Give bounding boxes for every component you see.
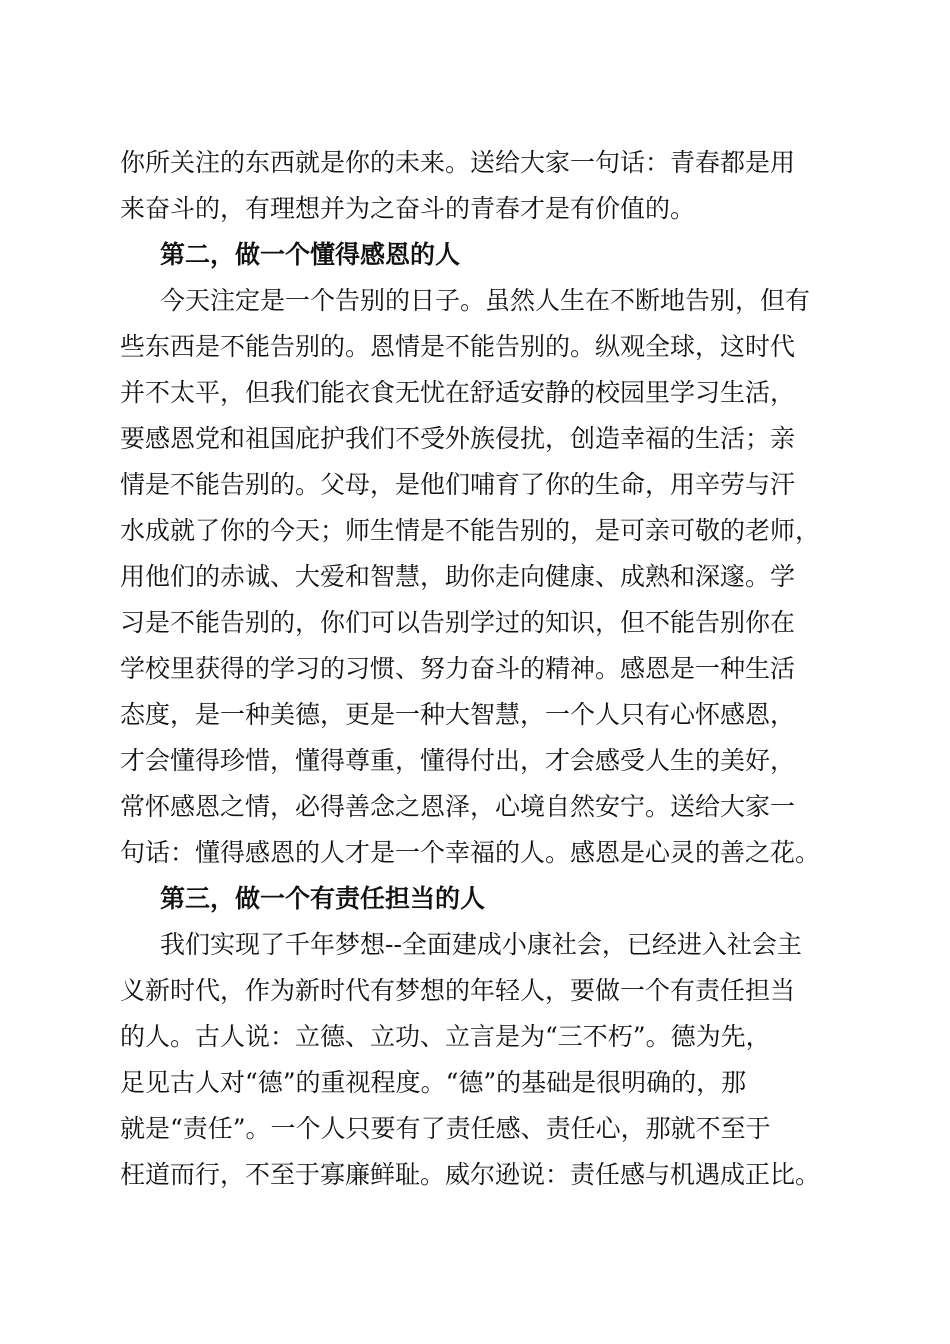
body-text-line: 今天注定是一个告别的日子。虽然人生在不断地告别，但有: [160, 286, 811, 315]
body-text-line: 义新时代，作为新时代有梦想的年轻人，要做一个有责任担当: [120, 976, 796, 1005]
section-heading-3: 第三，做一个有责任担当的人: [160, 884, 486, 913]
body-text-line: 并不太平，但我们能衣食无忧在舒适安静的校园里学习生活，: [120, 378, 796, 407]
body-text-line: 用他们的赤诚、大爱和智慧，助你走向健康、成熟和深邃。学: [120, 562, 796, 591]
body-text-line: 习是不能告别的，你们可以告别学过的知识，但不能告别你在: [120, 608, 796, 637]
body-text-line: 你所关注的东西就是你的未来。送给大家一句话：青春都是用: [120, 148, 796, 177]
body-text-line: 我们实现了千年梦想--全面建成小康社会，已经进入社会主: [160, 930, 802, 959]
body-text-line: 才会懂得珍惜，懂得尊重，懂得付出，才会感受人生的美好，: [120, 746, 796, 775]
body-text-line: 就是“责任”。一个人只要有了责任感、责任心，那就不至于: [120, 1114, 771, 1143]
body-text-line: 常怀感恩之情，必得善念之恩泽，心境自然安宁。送给大家一: [120, 792, 796, 821]
body-text-line: 的人。古人说：立德、立功、立言是为“三不朽”。德为先，: [120, 1022, 771, 1051]
body-text-line: 情是不能告别的。父母，是他们哺育了你的生命，用辛劳与汗: [120, 470, 796, 499]
body-text-line: 态度，是一种美德，更是一种大智慧，一个人只有心怀感恩，: [120, 700, 796, 729]
section-heading-2: 第二，做一个懂得感恩的人: [160, 240, 461, 269]
body-text-line: 些东西是不能告别的。恩情是不能告别的。纵观全球，这时代: [120, 332, 796, 361]
body-text-line: 句话：懂得感恩的人才是一个幸福的人。感恩是心灵的善之花。: [120, 838, 821, 867]
body-text-line: 学校里获得的学习的习惯、努力奋斗的精神。感恩是一种生活: [120, 654, 796, 683]
body-text-line: 足见古人对“德”的重视程度。“德”的基础是很明确的，那: [120, 1068, 747, 1097]
body-text-line: 要感恩党和祖国庇护我们不受外族侵扰，创造幸福的生活；亲: [120, 424, 796, 453]
body-text-line: 来奋斗的，有理想并为之奋斗的青春才是有价值的。: [120, 194, 696, 223]
body-text-line: 枉道而行，不至于寡廉鲜耻。威尔逊说：责任感与机遇成正比。: [120, 1160, 821, 1189]
body-text-line: 水成就了你的今天；师生情是不能告别的，是可亲可敬的老师，: [120, 516, 821, 545]
